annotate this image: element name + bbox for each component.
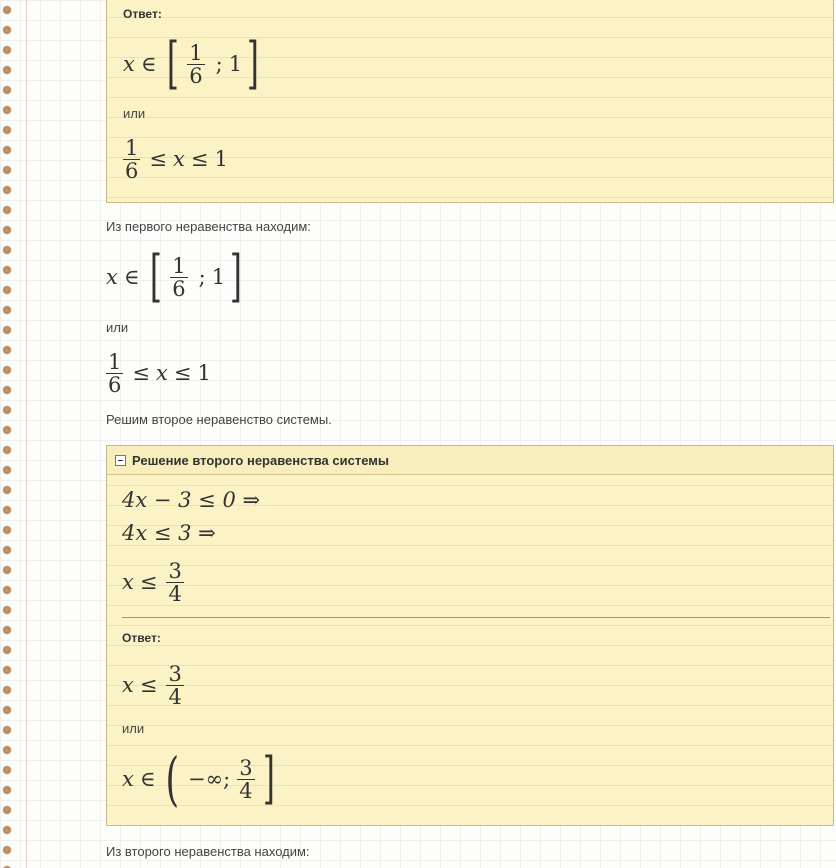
or-label: или [106,320,129,335]
step-2 [122,519,216,547]
le-symbol: ≤ [139,570,158,594]
denominator: 6 [189,63,203,88]
answer-inequality [122,656,187,714]
equation-text: 4x − 3 ≤ 0 ⇒ [122,488,261,512]
upper-bound: 1 [197,361,211,385]
var: x [172,147,185,171]
divider [122,617,830,618]
spoiler-title: Решение второго неравенства системы [132,452,389,468]
denominator: 6 [108,372,122,397]
right-bracket: ] [246,31,260,96]
or-label: или [122,721,145,736]
second-result-intro: Из второго неравенства находим: [106,844,310,859]
first-result-inequality [106,344,211,402]
fraction [237,757,254,802]
in-symbol: ∈ [140,52,157,76]
equation-text: 4x ≤ 3 ⇒ [122,521,216,545]
left-bracket: [ [150,244,163,309]
upper-bound: 1 [228,52,243,76]
numerator: 3 [168,661,182,686]
left-paren: ( [165,745,180,813]
solve-second-text: Решим второе неравенство системы. [106,412,332,427]
right-bracket: ] [262,746,275,811]
fraction [166,560,183,605]
fraction [187,42,204,87]
minus-box-icon[interactable] [115,455,126,466]
numerator: 1 [172,253,186,278]
first-inequality-solution-box [106,0,834,203]
le-symbol: ≤ [173,361,192,385]
spoiler-header[interactable] [107,446,833,475]
lower-bound: −∞; [188,767,231,791]
numerator: 1 [108,349,122,374]
denominator: 6 [125,158,139,183]
or-label: или [123,106,146,121]
notebook-rings [0,0,16,868]
var: x [123,52,135,76]
denominator: 4 [168,581,182,606]
answer-label: Ответ: [122,631,161,645]
in-symbol: ∈ [123,265,140,289]
le-symbol: ≤ [190,147,209,171]
numerator: 3 [168,558,182,583]
first-result-intro: Из первого неравенства находим: [106,219,311,234]
upper-bound: 1 [211,265,226,289]
step-3 [122,553,187,611]
separator: ; [198,265,206,289]
var: x [122,673,134,697]
var: x [155,361,168,385]
fraction [106,351,123,396]
step-1 [122,486,260,514]
numerator: 1 [189,40,203,65]
fraction [166,663,183,708]
upper-bound: 1 [214,147,228,171]
answer-inequality [123,130,228,188]
fraction [123,137,140,182]
numerator: 1 [125,135,139,160]
denominator: 4 [239,778,253,803]
var: x [122,767,134,791]
fraction [170,255,187,300]
separator: ; [215,52,223,76]
var: x [106,265,118,289]
denominator: 6 [172,276,186,301]
right-bracket: ] [229,244,243,309]
numerator: 3 [239,755,253,780]
in-symbol: ∈ [139,767,156,791]
var: x [122,570,134,594]
margin-line [26,0,27,868]
answer-interval [122,746,279,812]
answer-label: Ответ: [123,7,162,21]
le-symbol: ≤ [139,673,158,697]
left-bracket: [ [167,31,180,96]
le-symbol: ≤ [132,361,150,385]
le-symbol: ≤ [149,147,167,171]
denominator: 4 [168,684,182,709]
first-result-interval [106,244,247,310]
answer-interval [123,32,264,96]
